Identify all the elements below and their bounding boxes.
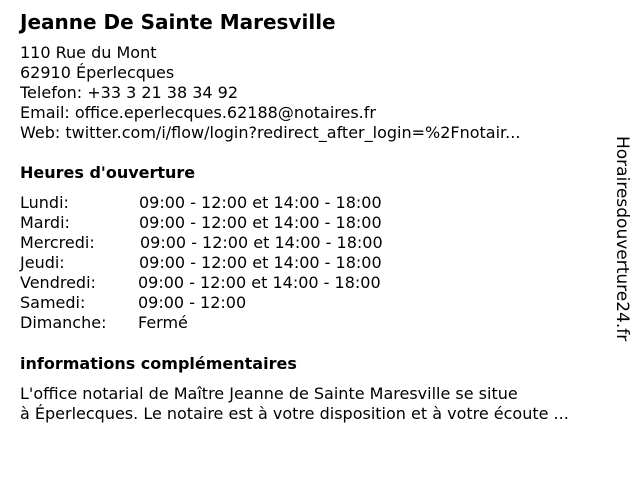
notary-name: Jeanne De Sainte Maresville <box>20 10 336 34</box>
day-label: Samedi: <box>20 293 86 312</box>
watermark-text: Horairesdouverture24.fr <box>612 136 632 342</box>
day-hours: 09:00 - 12:00 <box>138 293 247 312</box>
day-hours: 09:00 - 12:00 et 14:00 - 18:00 <box>140 233 383 252</box>
info-description <box>20 384 625 424</box>
day-hours: 09:00 - 12:00 et 14:00 - 18:00 <box>139 253 382 272</box>
site-watermark <box>612 136 632 376</box>
day-label: Lundi: <box>20 193 69 212</box>
day-hours: 09:00 - 12:00 et 14:00 - 18:00 <box>139 213 382 232</box>
day-label: Jeudi: <box>20 253 65 272</box>
info-line-1: L'office notarial de Maître Jeanne de Sainte Maresville se situe <box>20 384 518 403</box>
address-city: 62910 Éperlecques <box>20 63 175 82</box>
info-heading: informations complémentaires <box>20 354 297 373</box>
day-label: Mardi: <box>20 213 70 232</box>
day-hours: 09:00 - 12:00 et 14:00 - 18:00 <box>139 193 382 212</box>
day-hours: 09:00 - 12:00 et 14:00 - 18:00 <box>138 273 381 292</box>
hours-heading: Heures d'ouverture <box>20 163 196 182</box>
contact-block <box>20 43 520 143</box>
day-label: Mercredi: <box>20 233 95 252</box>
day-label: Dimanche: <box>20 313 107 332</box>
web-line: Web: twitter.com/i/flow/login?redirect_after_login=%2Fnotair... <box>20 123 521 142</box>
info-line-2: à Éperlecques. Le notaire est à votre disposition et à votre écoute ... <box>20 404 569 423</box>
address-street: 110 Rue du Mont <box>20 43 157 62</box>
day-label: Vendredi: <box>20 273 96 292</box>
phone-line: Telefon: +33 3 21 38 34 92 <box>20 83 239 102</box>
day-hours: Fermé <box>138 313 188 332</box>
email-line: Email: office.eperlecques.62188@notaires.fr <box>20 103 376 122</box>
